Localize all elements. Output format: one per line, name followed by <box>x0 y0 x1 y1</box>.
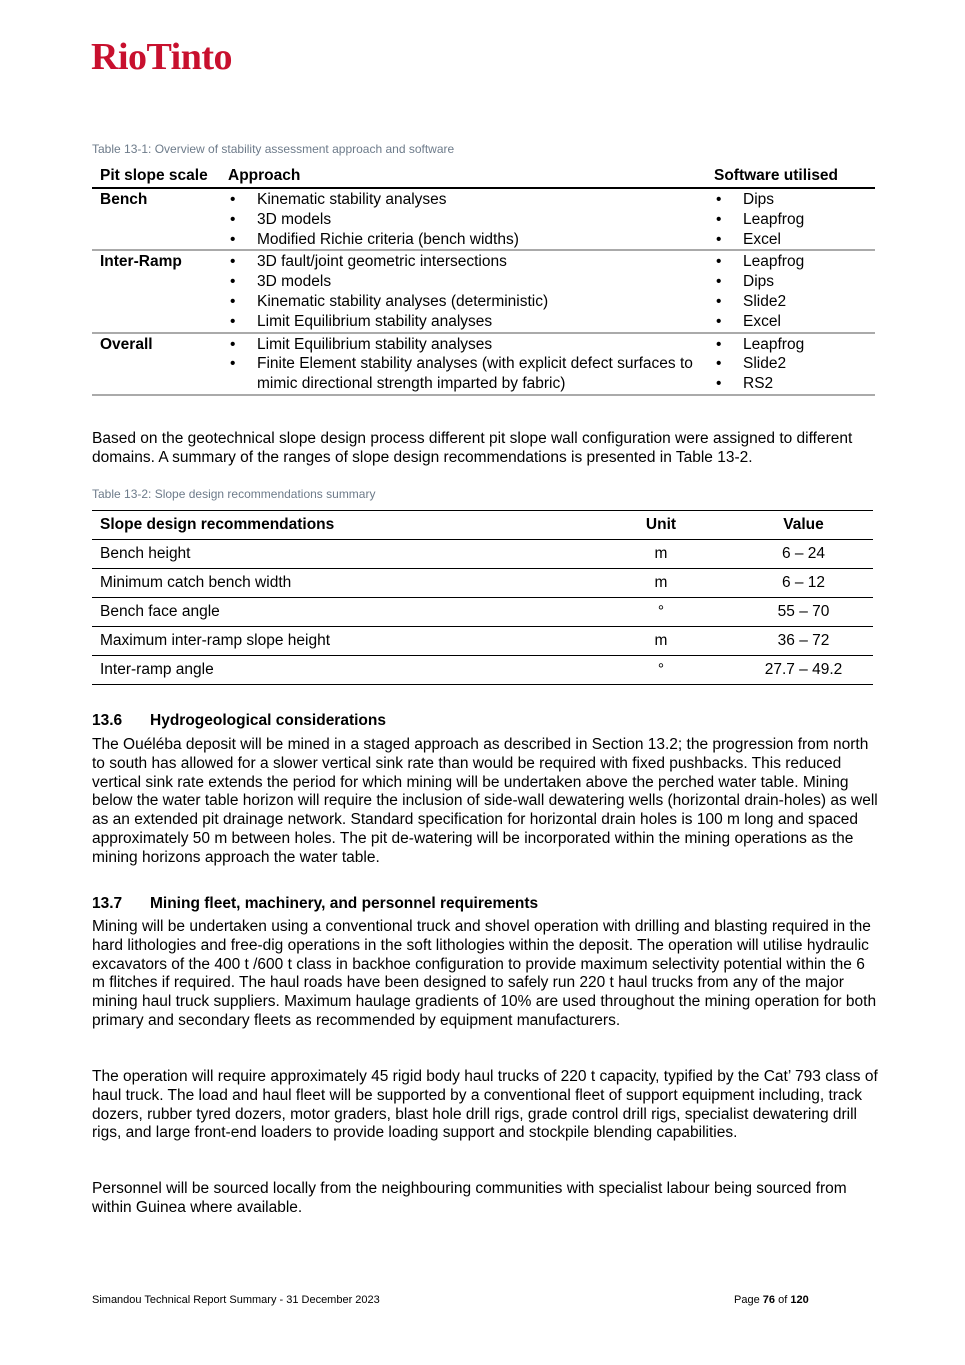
header-pit-slope-scale: Pit slope scale <box>100 167 208 184</box>
table-row <box>92 598 873 627</box>
table-row <box>92 569 873 598</box>
recommendation-cell: Bench face angle <box>100 603 220 620</box>
intro-paragraph: Based on the geotechnical slope design process different pit slope wall configuration were assigned to different domains. A summary of the ranges of slope design recommendations is presented in Table 13-2. <box>92 430 853 466</box>
table-row <box>92 188 875 250</box>
unit-cell: m <box>654 574 668 591</box>
footer-page-number <box>734 1294 809 1306</box>
approach-cell <box>220 188 706 250</box>
recommendation-cell: Minimum catch bench width <box>100 574 292 591</box>
value-cell: 55 – 70 <box>777 603 830 620</box>
section-title: Hydrogeological considerations <box>150 712 386 729</box>
unit-cell: ° <box>657 603 665 620</box>
recommendation-cell: Inter-ramp angle <box>100 661 214 678</box>
list-item: • Slide2 <box>714 292 867 312</box>
footer-report-title: Simandou Technical Report Summary - 31 December 2023 <box>92 1294 380 1306</box>
list-item: • Dips <box>714 272 867 292</box>
table-row <box>92 333 875 395</box>
software-cell <box>706 250 875 332</box>
page-label: Page <box>734 1294 760 1306</box>
list-item: • 3D fault/joint geometric intersections <box>228 252 698 272</box>
table-row <box>92 627 873 656</box>
rio-tinto-logo: RioTinto <box>91 36 233 78</box>
value-cell: 6 – 24 <box>781 545 826 562</box>
section-number: 13.6 <box>92 712 123 729</box>
page-total: 120 <box>790 1294 809 1306</box>
section-13-6-body: The Ouéléba deposit will be mined in a staged approach as described in Section 13.2; the progression from north to south has allowed for a slower vertical sink rate than would be required with fixed pushbacks. This reduced vertical sink rate extends the period for which mining will be undertaken above the perched water table. Mining below the water table horizon will require the inclusion of side-wall dewatering wells (horizontal drain-holes) as well as an extended pit drainage network. Standard specification for horizontal drain holes is 100 m long and spaced approximately 50 m between holes. The pit de-watering will be incorporated within the mining operations as the mining horizons approach the water table. <box>92 736 878 866</box>
list-item: • Leapfrog <box>714 210 867 230</box>
list-item: • Slide2 <box>714 354 867 374</box>
table-header-row <box>92 511 873 540</box>
header-software: Software utilised <box>714 167 839 184</box>
table-row <box>92 656 873 685</box>
list-item: • Kinematic stability analyses (deterministic) <box>228 292 698 312</box>
header-approach: Approach <box>228 167 301 184</box>
table-13-2-caption: Table 13-2: Slope design recommendations summary <box>92 487 376 501</box>
list-item: • 3D models <box>228 272 698 292</box>
list-item: • Dips <box>714 190 867 210</box>
list-item: • Excel <box>714 312 867 332</box>
header-value: Value <box>783 516 824 533</box>
section-13-7-paragraph: Personnel will be sourced locally from the neighbouring communities with specialist labour being sourced from within Guinea where available. <box>92 1180 847 1216</box>
stability-approach-table <box>92 164 875 396</box>
table-row <box>92 540 873 569</box>
page-current: 76 <box>762 1294 776 1306</box>
slope-design-table <box>92 510 873 685</box>
list-item: • Limit Equilibrium stability analyses <box>228 335 698 355</box>
software-cell <box>706 188 875 250</box>
software-cell <box>706 333 875 395</box>
scale-cell: Inter-Ramp <box>100 253 182 271</box>
page-of-label: of <box>778 1294 788 1306</box>
list-item: • Leapfrog <box>714 335 867 355</box>
list-item: • Modified Richie criteria (bench widths) <box>228 230 698 250</box>
approach-cell <box>220 250 706 332</box>
recommendation-cell: Bench height <box>100 545 191 562</box>
list-item: • 3D models <box>228 210 698 230</box>
table-13-1-caption: Table 13-1: Overview of stability assessment approach and software <box>92 142 455 156</box>
header-unit: Unit <box>645 516 677 533</box>
section-13-7-heading <box>92 895 538 913</box>
table-row <box>92 250 875 332</box>
value-cell: 36 – 72 <box>777 632 830 649</box>
unit-cell: m <box>654 632 668 649</box>
list-item: • Limit Equilibrium stability analyses <box>228 312 698 332</box>
list-item: • Excel <box>714 230 867 250</box>
list-item: • Finite Element stability analyses (with explicit defect surfaces to mimic directional strength imparted by fabric) <box>228 354 698 394</box>
unit-cell: m <box>654 545 668 562</box>
table-header-row <box>92 164 875 188</box>
value-cell: 6 – 12 <box>781 574 826 591</box>
header-recommendation: Slope design recommendations <box>100 516 335 533</box>
section-13-6-heading <box>92 712 386 730</box>
list-item: • Kinematic stability analyses <box>228 190 698 210</box>
section-title: Mining fleet, machinery, and personnel requirements <box>150 895 539 912</box>
list-item: • Leapfrog <box>714 252 867 272</box>
section-number: 13.7 <box>92 895 123 912</box>
value-cell: 27.7 – 49.2 <box>764 661 843 678</box>
scale-cell: Bench <box>100 191 148 208</box>
recommendation-cell: Maximum inter-ramp slope height <box>100 632 331 649</box>
scale-cell: Overall <box>100 335 153 353</box>
section-13-7-paragraph: Mining will be undertaken using a conventional truck and shovel operation with drilling and blasting required in the hard lithologies and free-dig operations in the soft lithologies within the deposit. The operation will utilise hydraulic excavators of the 400 t /600 t class in backhoe configuration to provide maximum selectivity potential within the 6 m flitches if required. The haul roads have been designed to safely run 220 t haul trucks from any of the major mining haul truck suppliers. Maximum haulage gradients of 10% are used throughout the mining operation for both primary and secondary fleets as recommended by equipment manufacturers. <box>92 918 877 1029</box>
section-13-7-paragraph: The operation will require approximately 45 rigid body haul trucks of 220 t capacity, typified by the Cat’ 793 class of haul truck. The load and haul fleet will be supported by a conventional fleet of support equipment including, track dozers, rubber tyred dozers, motor graders, blast hole drill rigs, grade control drill rigs, specialist dewatering drill rigs, and large front-end loaders to provide loading support and stockpile blending capabilities. <box>92 1068 878 1142</box>
unit-cell: ° <box>657 661 665 678</box>
list-item: • RS2 <box>714 374 867 394</box>
approach-cell <box>220 333 706 395</box>
